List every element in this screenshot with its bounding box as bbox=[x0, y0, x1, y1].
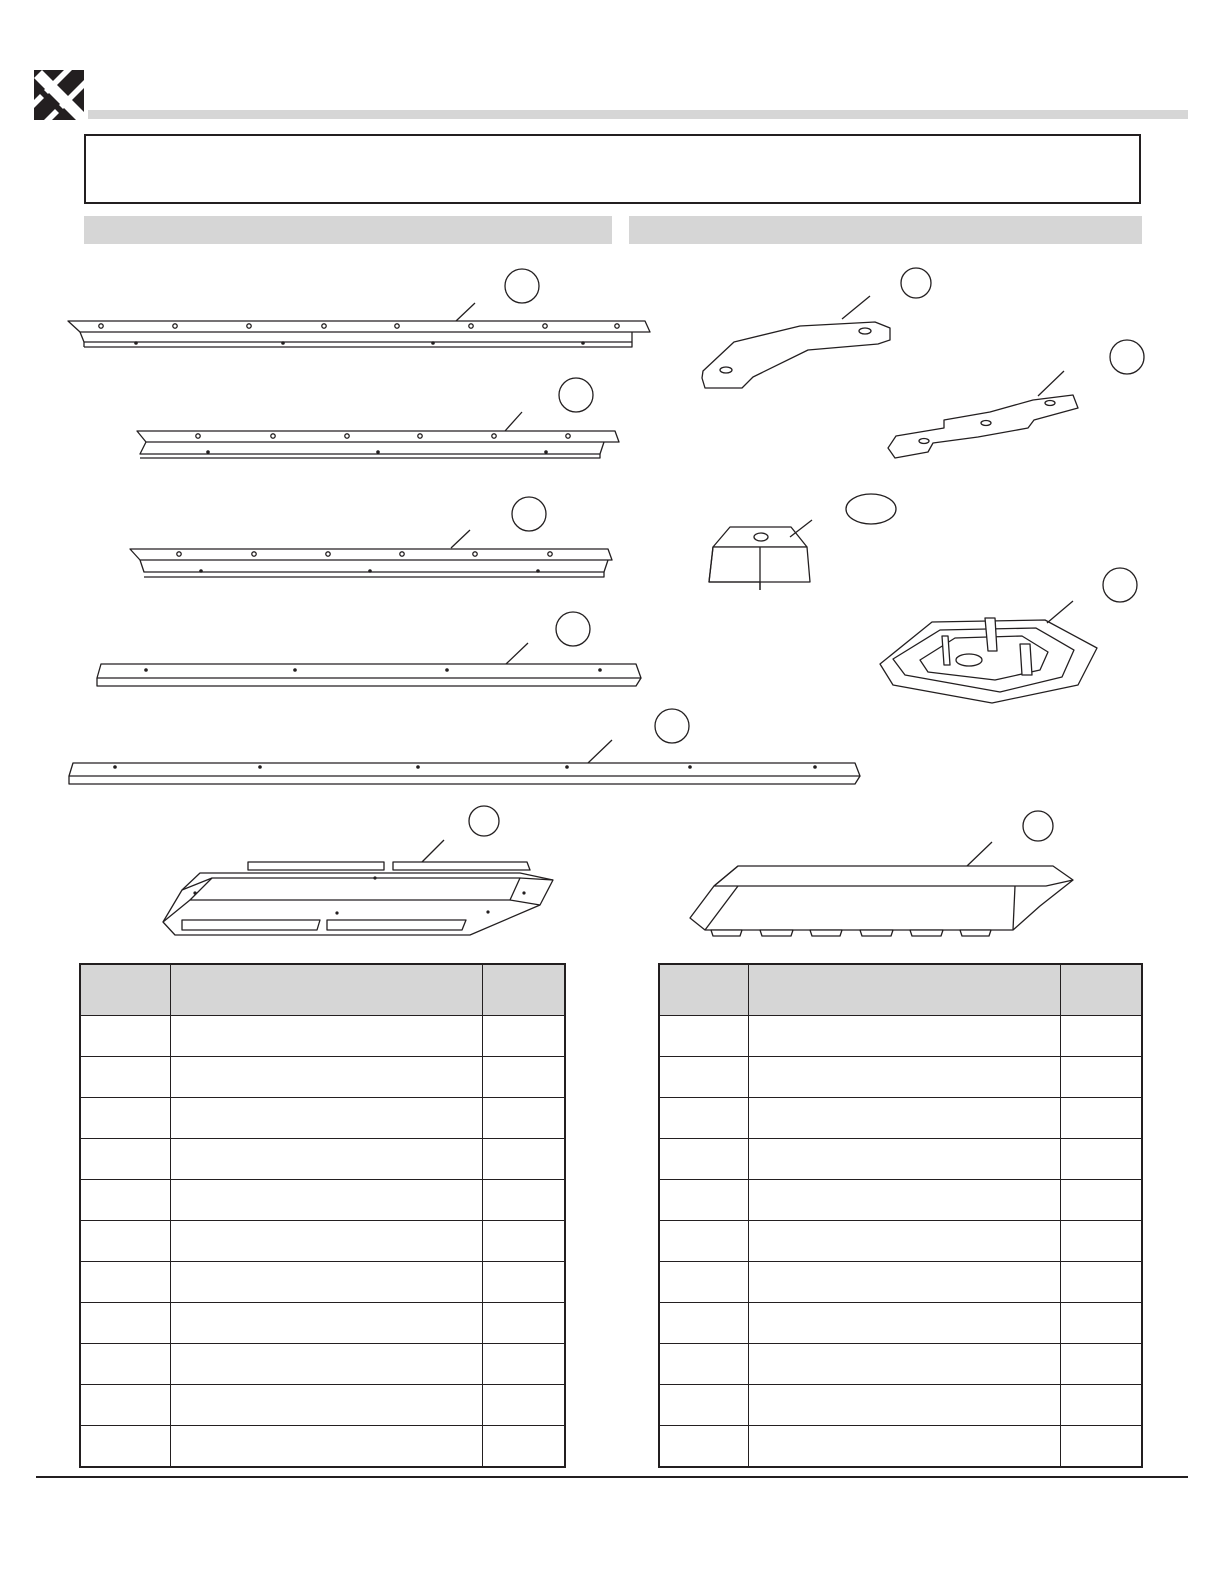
callout-leader bbox=[456, 303, 475, 321]
table-cell bbox=[482, 1057, 565, 1098]
table-row bbox=[659, 1139, 1142, 1180]
table-cell bbox=[482, 1303, 565, 1344]
callout-leader bbox=[505, 412, 522, 431]
table-cell bbox=[80, 1344, 171, 1385]
table-header-row bbox=[659, 964, 1142, 1016]
table-row bbox=[80, 1262, 565, 1303]
column-header bbox=[659, 964, 749, 1016]
table-cell bbox=[171, 1180, 483, 1221]
callout-circle bbox=[1023, 811, 1053, 841]
table-cell bbox=[80, 1303, 171, 1344]
table-cell bbox=[659, 1385, 749, 1426]
table-row bbox=[659, 1426, 1142, 1468]
column-header bbox=[482, 964, 565, 1016]
column-header bbox=[171, 964, 483, 1016]
foot-block-drawing bbox=[709, 527, 810, 590]
table-cell bbox=[171, 1303, 483, 1344]
table-cell bbox=[1060, 1344, 1142, 1385]
table-cell bbox=[482, 1016, 565, 1057]
table-cell bbox=[749, 1426, 1061, 1468]
callout-circle bbox=[469, 806, 499, 836]
rail-1-drawing bbox=[68, 321, 650, 347]
table-row bbox=[80, 1180, 565, 1221]
brand-logo-icon bbox=[34, 70, 84, 120]
table-cell bbox=[482, 1385, 565, 1426]
table-cell bbox=[171, 1385, 483, 1426]
table-cell bbox=[482, 1139, 565, 1180]
table-cell bbox=[171, 1098, 483, 1139]
flat-bracket-drawing bbox=[888, 395, 1078, 458]
table-cell bbox=[80, 1098, 171, 1139]
rail-2-drawing bbox=[137, 431, 619, 458]
table-cell bbox=[659, 1139, 749, 1180]
table-row bbox=[80, 1385, 565, 1426]
table-row bbox=[659, 1098, 1142, 1139]
table-cell bbox=[749, 1262, 1061, 1303]
table-cell bbox=[1060, 1426, 1142, 1468]
callout-circle bbox=[505, 269, 539, 303]
table-cell bbox=[482, 1262, 565, 1303]
table-cell bbox=[749, 1221, 1061, 1262]
table-cell bbox=[171, 1426, 483, 1468]
callout-leader bbox=[1047, 601, 1073, 623]
callout-circle bbox=[512, 497, 546, 531]
column-header bbox=[80, 964, 171, 1016]
callout-circle bbox=[846, 494, 896, 524]
table-cell bbox=[659, 1016, 749, 1057]
table-cell bbox=[482, 1180, 565, 1221]
table-cell bbox=[659, 1426, 749, 1468]
callout-leader bbox=[506, 643, 528, 664]
table-cell bbox=[482, 1098, 565, 1139]
table-cell bbox=[80, 1385, 171, 1426]
column-header bbox=[749, 964, 1061, 1016]
table-cell bbox=[171, 1262, 483, 1303]
table-cell bbox=[1060, 1303, 1142, 1344]
table-row bbox=[659, 1262, 1142, 1303]
table-cell bbox=[1060, 1016, 1142, 1057]
table-row bbox=[659, 1303, 1142, 1344]
table-cell bbox=[749, 1180, 1061, 1221]
table-cell bbox=[659, 1098, 749, 1139]
table-cell bbox=[1060, 1385, 1142, 1426]
table-cell bbox=[659, 1221, 749, 1262]
table-cell bbox=[749, 1385, 1061, 1426]
parts-table-left bbox=[79, 963, 566, 1468]
table-cell bbox=[1060, 1098, 1142, 1139]
table-cell bbox=[80, 1016, 171, 1057]
table-cell bbox=[749, 1344, 1061, 1385]
section-heading-left bbox=[84, 216, 612, 244]
parts-table-right bbox=[658, 963, 1143, 1468]
table-cell bbox=[749, 1057, 1061, 1098]
table-cell bbox=[80, 1262, 171, 1303]
callout-leader bbox=[588, 740, 612, 763]
table-row bbox=[80, 1139, 565, 1180]
table-cell bbox=[749, 1139, 1061, 1180]
angle-rail-1-drawing bbox=[97, 664, 641, 686]
section-heading-right bbox=[629, 216, 1142, 244]
callout-circle bbox=[559, 378, 593, 412]
table-cell bbox=[659, 1303, 749, 1344]
table-cell bbox=[1060, 1180, 1142, 1221]
table-cell bbox=[80, 1221, 171, 1262]
table-row bbox=[80, 1016, 565, 1057]
column-header bbox=[1060, 964, 1142, 1016]
callout-leader bbox=[422, 840, 444, 862]
rail-3-drawing bbox=[130, 549, 612, 577]
table-cell bbox=[659, 1180, 749, 1221]
table-cell bbox=[171, 1016, 483, 1057]
callout-leader bbox=[790, 520, 812, 537]
table-cell bbox=[659, 1344, 749, 1385]
table-row bbox=[80, 1221, 565, 1262]
table-row bbox=[659, 1344, 1142, 1385]
callout-circle bbox=[556, 612, 590, 646]
table-cell bbox=[482, 1426, 565, 1468]
table-cell bbox=[1060, 1057, 1142, 1098]
table-row bbox=[80, 1426, 565, 1468]
table-row bbox=[80, 1098, 565, 1139]
table-cell bbox=[1060, 1139, 1142, 1180]
table-cell bbox=[749, 1098, 1061, 1139]
callout-circle bbox=[655, 709, 689, 743]
table-cell bbox=[749, 1303, 1061, 1344]
footer-rule bbox=[36, 1476, 1188, 1478]
table-cell bbox=[659, 1057, 749, 1098]
table-cell bbox=[171, 1139, 483, 1180]
parts-drawing bbox=[0, 250, 1225, 950]
table-cell bbox=[482, 1221, 565, 1262]
table-cell bbox=[80, 1139, 171, 1180]
header-rule bbox=[88, 110, 1188, 119]
table-cell bbox=[1060, 1221, 1142, 1262]
base-plate-drawing bbox=[880, 618, 1097, 703]
table-cell bbox=[749, 1016, 1061, 1057]
callout-leader bbox=[967, 842, 992, 866]
title-box bbox=[84, 134, 1141, 204]
table-cell bbox=[171, 1221, 483, 1262]
callout-leader bbox=[451, 530, 470, 548]
table-cell bbox=[80, 1180, 171, 1221]
table-row bbox=[659, 1385, 1142, 1426]
callout-leader bbox=[842, 296, 870, 319]
callout-circle bbox=[1110, 340, 1144, 374]
table-cell bbox=[659, 1262, 749, 1303]
callout-circle bbox=[901, 268, 931, 298]
table-cell bbox=[171, 1057, 483, 1098]
table-row bbox=[659, 1180, 1142, 1221]
table-cell bbox=[482, 1344, 565, 1385]
table-row bbox=[659, 1221, 1142, 1262]
table-row bbox=[80, 1057, 565, 1098]
table-row bbox=[80, 1303, 565, 1344]
table-cell bbox=[80, 1426, 171, 1468]
table-cell bbox=[80, 1057, 171, 1098]
table-row bbox=[659, 1057, 1142, 1098]
table-cell bbox=[171, 1344, 483, 1385]
cover-panel-drawing bbox=[690, 866, 1073, 936]
tray-panel-drawing bbox=[163, 862, 553, 935]
callout-circle bbox=[1103, 568, 1137, 602]
curved-bracket-drawing bbox=[702, 322, 890, 388]
callout-leader bbox=[1038, 371, 1064, 396]
table-row bbox=[659, 1016, 1142, 1057]
table-cell bbox=[1060, 1262, 1142, 1303]
table-row bbox=[80, 1344, 565, 1385]
angle-rail-2-drawing bbox=[69, 763, 860, 784]
table-header-row bbox=[80, 964, 565, 1016]
